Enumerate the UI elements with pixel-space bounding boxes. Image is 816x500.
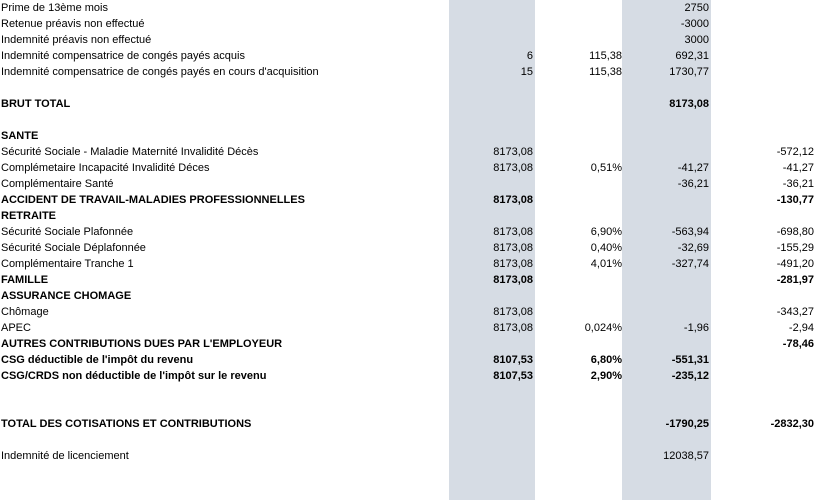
value-cell-b — [538, 272, 622, 288]
value-cell-a: 8107,53 — [493, 354, 533, 366]
value-cell-c: 2750 — [684, 2, 709, 14]
value-cell-a: 15 — [520, 66, 533, 78]
row-label: Indemnité compensatrice de congés payés acquis — [1, 50, 245, 62]
value-cell-b: 115,38 — [589, 50, 622, 62]
table-row — [0, 160, 816, 176]
value-cell-a — [449, 32, 533, 48]
value-cell-b — [538, 128, 622, 144]
table-row — [0, 352, 816, 368]
value-cell-a — [449, 96, 533, 112]
value-cell-d — [720, 96, 814, 112]
value-cell-d — [720, 32, 814, 48]
value-cell-c: 3000 — [684, 34, 709, 46]
value-cell-c: -563,94 — [671, 226, 709, 238]
table-row — [0, 48, 816, 64]
value-cell-c — [622, 144, 709, 160]
value-cell-d — [720, 352, 814, 368]
row-label: SANTE — [1, 130, 39, 142]
table-row — [0, 96, 816, 112]
value-cell-d — [720, 64, 814, 80]
value-cell-c: 1730,77 — [669, 66, 709, 78]
value-cell-c: -1,96 — [683, 322, 709, 334]
value-cell-b — [538, 288, 622, 304]
value-cell-d — [720, 448, 814, 464]
table-row — [0, 272, 816, 288]
row-label: Chômage — [1, 306, 49, 318]
value-cell-d — [720, 16, 814, 32]
row-label: Sécurité Sociale Plafonnée — [1, 226, 134, 238]
value-cell-b: 6,80% — [590, 354, 622, 366]
value-cell-c: 692,31 — [675, 50, 709, 62]
row-label: Sécurité Sociale - Maladie Maternité Invalidité Décès — [1, 146, 259, 158]
value-cell-c — [622, 336, 709, 352]
value-cell-d: -281,97 — [776, 274, 814, 286]
table-row — [0, 224, 816, 240]
row-label: APEC — [1, 322, 31, 334]
value-cell-c: -32,69 — [677, 242, 709, 254]
row-label: FAMILLE — [1, 274, 49, 286]
value-cell-b — [538, 208, 622, 224]
row-label: Indemnité de licenciement — [1, 450, 129, 462]
table-row — [0, 192, 816, 208]
value-cell-d: -2,94 — [788, 322, 814, 334]
value-cell-c: -235,12 — [671, 370, 709, 382]
row-label: Retenue préavis non effectué — [1, 18, 145, 30]
value-cell-d: -36,21 — [782, 178, 814, 190]
value-cell-a: 8173,08 — [493, 274, 533, 286]
value-cell-c: -41,27 — [677, 162, 709, 174]
value-cell-b — [538, 192, 622, 208]
value-cell-d: -41,27 — [782, 162, 814, 174]
value-cell-d: -491,20 — [776, 258, 814, 270]
value-cell-d: -2832,30 — [770, 418, 814, 430]
row-label: ASSURANCE CHOMAGE — [1, 290, 132, 302]
value-cell-c: -1790,25 — [665, 418, 709, 430]
table-row — [0, 448, 816, 464]
value-cell-a: 8173,08 — [493, 226, 533, 238]
value-cell-d — [720, 48, 814, 64]
row-label: RETRAITE — [1, 210, 56, 222]
value-cell-c: -3000 — [680, 18, 709, 30]
row-label: Complémentaire Tranche 1 — [1, 258, 134, 270]
row-label: Prime de 13ème mois — [1, 2, 108, 14]
value-cell-a — [449, 128, 533, 144]
value-cell-b: 115,38 — [589, 66, 622, 78]
table-row — [0, 240, 816, 256]
value-cell-b: 2,90% — [590, 370, 622, 382]
table-row — [0, 416, 816, 432]
table-row — [0, 288, 816, 304]
table-row — [0, 176, 816, 192]
table-row — [0, 320, 816, 336]
value-cell-a — [449, 16, 533, 32]
value-cell-b — [538, 96, 622, 112]
value-cell-a — [449, 0, 533, 16]
value-cell-b — [538, 416, 622, 432]
value-cell-a: 8173,08 — [493, 258, 533, 270]
table-row — [0, 64, 816, 80]
row-label: CSG/CRDS non déductible de l'impôt sur le revenu — [1, 370, 267, 382]
value-cell-c — [622, 304, 709, 320]
value-cell-a — [449, 416, 533, 432]
row-label: Indemnité compensatrice de congés payés en cours d'acquisition — [1, 66, 319, 78]
value-cell-b — [538, 304, 622, 320]
row-label: Complémetaire Incapacité Invalidité Déces — [1, 162, 210, 174]
value-cell-c: -327,74 — [671, 258, 709, 270]
value-cell-d: -130,77 — [776, 194, 814, 206]
value-cell-c — [622, 208, 709, 224]
row-label: BRUT TOTAL — [1, 98, 71, 110]
row-label: Sécurité Sociale Déplafonnée — [1, 242, 146, 254]
value-cell-c: -551,31 — [671, 354, 709, 366]
value-cell-c — [622, 128, 709, 144]
value-cell-c: 12038,57 — [663, 450, 709, 462]
value-cell-b — [538, 336, 622, 352]
value-cell-d: -343,27 — [776, 306, 814, 318]
value-cell-b: 0,40% — [590, 242, 622, 254]
value-cell-b — [538, 448, 622, 464]
row-label: TOTAL DES COTISATIONS ET CONTRIBUTIONS — [1, 418, 252, 430]
value-cell-a — [449, 336, 533, 352]
value-cell-a: 8173,08 — [493, 322, 533, 334]
value-cell-b: 0,024% — [584, 322, 622, 334]
value-cell-c: -36,21 — [677, 178, 709, 190]
value-cell-a: 8107,53 — [493, 370, 533, 382]
row-label: Indemnité préavis non effectué — [1, 34, 152, 46]
value-cell-a — [449, 208, 533, 224]
value-cell-c: 8173,08 — [669, 98, 709, 110]
value-cell-c — [622, 272, 709, 288]
value-cell-b — [538, 16, 622, 32]
value-cell-a: 6 — [526, 50, 533, 62]
value-cell-d: -572,12 — [776, 146, 814, 158]
value-cell-c — [622, 192, 709, 208]
table-row — [0, 208, 816, 224]
value-cell-b — [538, 0, 622, 16]
row-label: ACCIDENT DE TRAVAIL-MALADIES PROFESSIONNELLES — [1, 194, 305, 206]
value-cell-d: -155,29 — [776, 242, 814, 254]
row-label: Complémentaire Santé — [1, 178, 114, 190]
value-cell-d — [720, 128, 814, 144]
value-cell-a: 8173,08 — [493, 194, 533, 206]
table-row — [0, 16, 816, 32]
value-cell-a — [449, 288, 533, 304]
value-cell-d — [720, 208, 814, 224]
table-row — [0, 304, 816, 320]
table-row — [0, 336, 816, 352]
value-cell-b: 0,51% — [590, 162, 622, 174]
value-cell-b — [538, 176, 622, 192]
value-cell-b: 6,90% — [590, 226, 622, 238]
value-cell-b — [538, 144, 622, 160]
table-row — [0, 128, 816, 144]
value-cell-d — [720, 368, 814, 384]
table-row — [0, 0, 816, 16]
value-cell-a: 8173,08 — [493, 162, 533, 174]
row-label: AUTRES CONTRIBUTIONS DUES PAR L'EMPLOYEUR — [1, 338, 283, 350]
value-cell-a: 8173,08 — [493, 146, 533, 158]
value-cell-d: -698,80 — [776, 226, 814, 238]
value-cell-a — [449, 176, 533, 192]
value-cell-a: 8173,08 — [493, 306, 533, 318]
table-row — [0, 256, 816, 272]
row-label: CSG déductible de l'impôt du revenu — [1, 354, 194, 366]
value-cell-d — [720, 288, 814, 304]
value-cell-c — [622, 288, 709, 304]
value-cell-d: -78,46 — [782, 338, 814, 350]
value-cell-b: 4,01% — [590, 258, 622, 270]
table-row — [0, 144, 816, 160]
table-row — [0, 32, 816, 48]
table-row — [0, 368, 816, 384]
value-cell-b — [538, 32, 622, 48]
value-cell-a — [449, 448, 533, 464]
value-cell-a: 8173,08 — [493, 242, 533, 254]
value-cell-d — [720, 0, 814, 16]
